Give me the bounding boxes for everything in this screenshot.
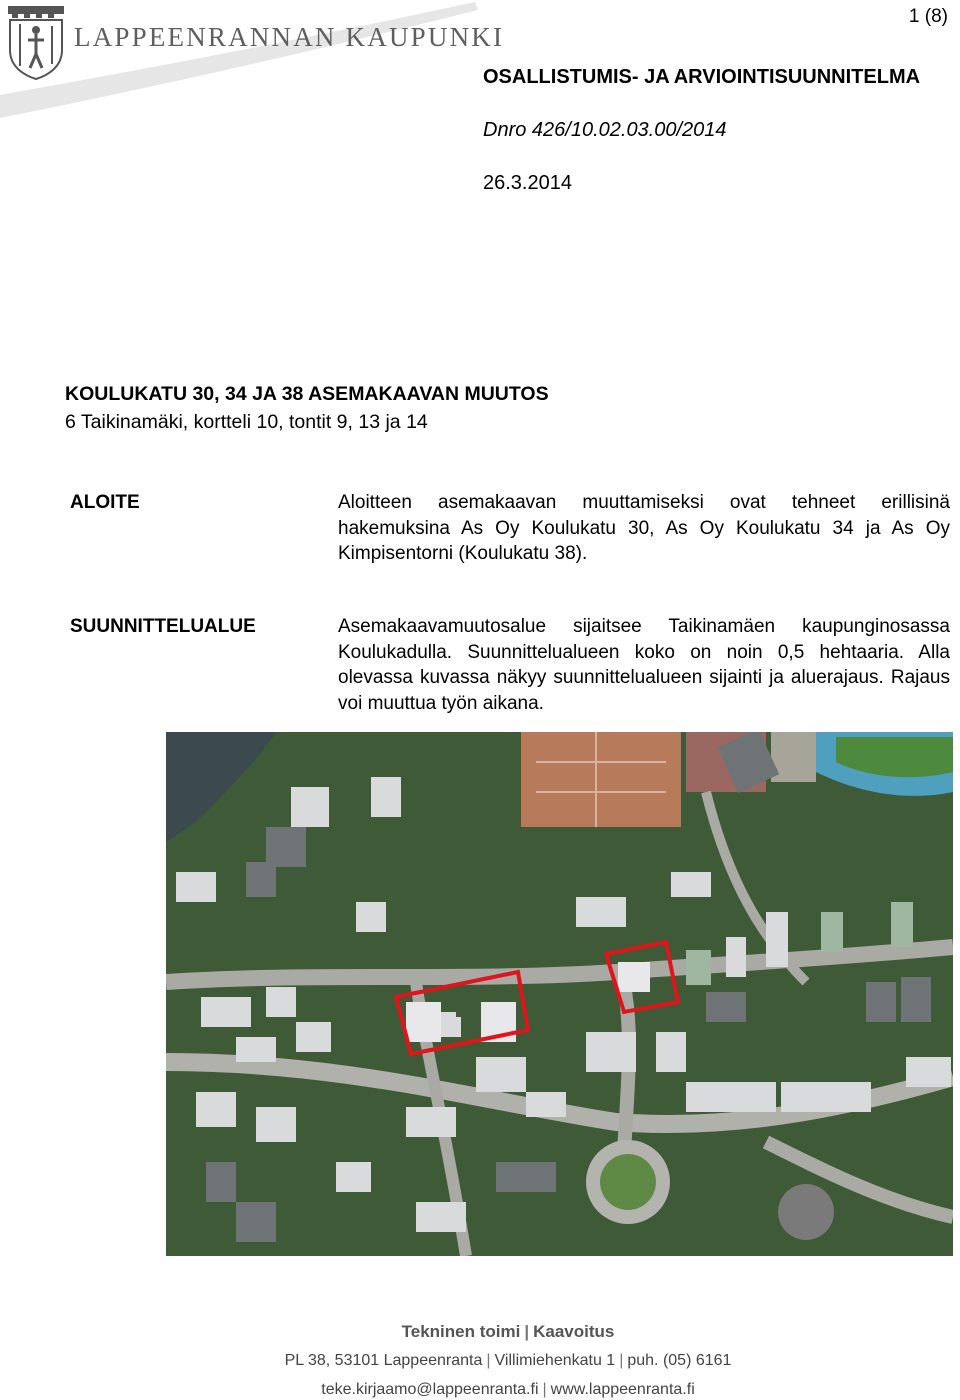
document-title: KOULUKATU 30, 34 JA 38 ASEMAKAAVAN MUUTOS	[65, 383, 549, 405]
footer-address: PL 38, 53101 Lappeenranta	[284, 1352, 483, 1369]
footer-dept-name: Tekninen toimi	[401, 1322, 521, 1341]
doc-type: OSALLISTUMIS- JA ARVIOINTISUUNNITELMA	[483, 66, 921, 88]
section-label-aloite: ALOITE	[70, 492, 140, 513]
aerial-map-image	[166, 732, 953, 1256]
footer-address-line: PL 38, 53101 Lappeenranta | Villimiehenkatu 1 | puh. (05) 6161	[284, 1352, 732, 1369]
section-text-suunnittelualue: Asemakaavamuutosalue sijaitsee Taikinamäen kaupunginosassa Koulukadulla. Suunnittelualueen koko on noin 0,5 hehtaaria. Alla olevassa kuvassa näkyy suunnittelualueen sijainti ja aluerajaus. Rajaus voi muuttua työn aikana.	[338, 616, 950, 714]
footer-unit: Kaavoitus	[533, 1322, 615, 1341]
document-date: 26.3.2014	[483, 172, 572, 194]
document-subtitle: 6 Taikinamäki, kortteli 10, tontit 9, 13 ja 14	[65, 411, 428, 433]
footer-contact-line: teke.kirjaamo@lappeenranta.fi | www.lappeenranta.fi	[321, 1381, 695, 1398]
section-label-suunnittelualue: SUUNNITTELUALUE	[70, 616, 256, 637]
tennis-courts	[521, 732, 681, 827]
page-number: 1 (8)	[908, 6, 948, 27]
footer-department: Tekninen toimi | Kaavoitus	[401, 1322, 615, 1341]
footer-email-link[interactable]: teke.kirjaamo@lappeenranta.fi	[321, 1381, 539, 1398]
header-swoosh	[0, 0, 960, 130]
footer-phone: puh. (05) 6161	[627, 1352, 732, 1369]
lappeenranta-coat-of-arms-icon	[6, 4, 66, 80]
section-text-aloite: Aloitteen asemakaavan muuttamiseksi ovat tehneet erillisinä hakemuksina As Oy Koulukatu 30, As Oy Koulukatu 34 ja As Oy Kimpisentorni (Koulukatu 38).	[338, 492, 950, 564]
footer-web-link[interactable]: www.lappeenranta.fi	[550, 1381, 695, 1398]
footer-street: Villimiehenkatu 1	[494, 1352, 616, 1369]
org-name: LAPPEENRANNAN KAUPUNKI	[74, 22, 505, 52]
dnro: Dnro 426/10.02.03.00/2014	[483, 119, 727, 141]
